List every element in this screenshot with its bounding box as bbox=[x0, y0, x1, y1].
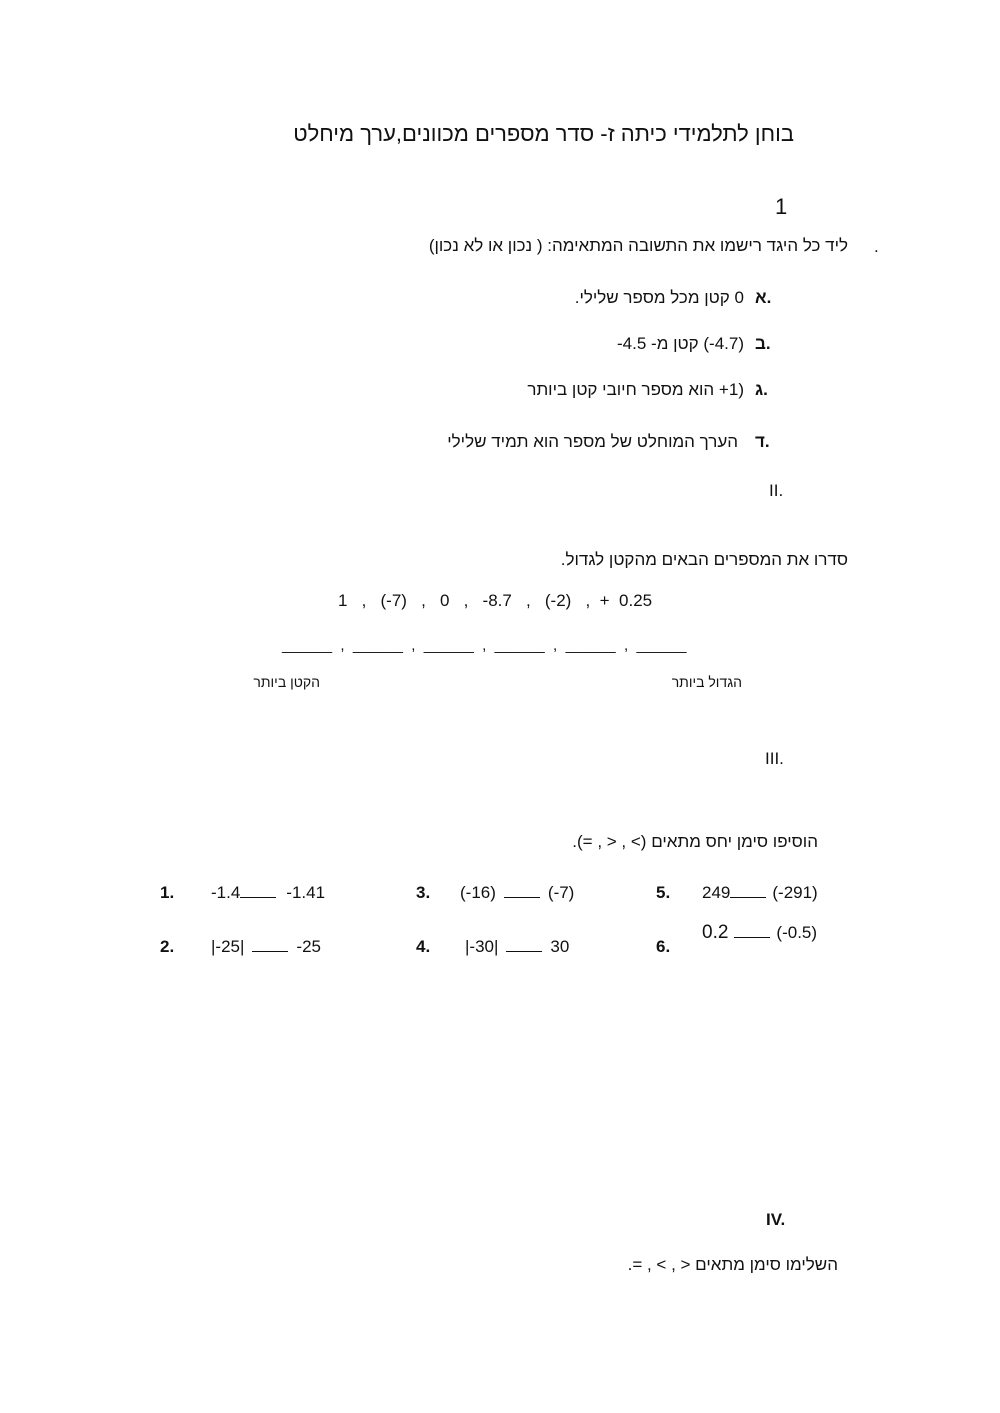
comparison-5-number: 5. bbox=[656, 883, 671, 902]
comparison-1 bbox=[211, 884, 325, 901]
comparison-6-number: 6. bbox=[656, 937, 671, 956]
comparison-2-number: 2. bbox=[160, 937, 175, 956]
numbers-to-sort: 1 , (-7) , 0 , -8.7 , (-2) , + 0.25 bbox=[338, 591, 653, 610]
comparison-2 bbox=[211, 938, 321, 955]
comparison-3-left: (-16) bbox=[460, 883, 496, 902]
section-4-instruction: השלימו סימן מתאים < , > , =. bbox=[627, 1255, 838, 1274]
comparison-4-right: 30 bbox=[550, 937, 570, 956]
section-1-bullet: . bbox=[874, 237, 879, 256]
smallest-label: הקטן ביותר bbox=[253, 674, 320, 690]
comparison-1-right: -1.41 bbox=[286, 883, 326, 902]
item-c-text: (1+ הוא מספר חיובי קטן ביותר bbox=[527, 380, 744, 399]
page-title: בוחן לתלמידי כיתה ז- סדר מספרים מכוונים,ערך מיחלט bbox=[293, 121, 794, 146]
section-1-number: 1 bbox=[775, 194, 788, 219]
comparison-6 bbox=[702, 923, 817, 942]
comparison-2-left: |-25| bbox=[211, 937, 245, 956]
item-b-text: (4.7-) קטן מ- 4.5- bbox=[617, 334, 744, 353]
comparison-5-right: (-291) bbox=[772, 883, 818, 902]
comparison-1-number: 1. bbox=[160, 883, 175, 902]
comparison-5-blank[interactable] bbox=[730, 896, 766, 898]
comparison-6-blank[interactable] bbox=[734, 936, 770, 938]
comparison-4-number: 4. bbox=[416, 937, 431, 956]
largest-label: הגדול ביותר bbox=[671, 674, 742, 690]
item-a-label: א. bbox=[755, 288, 772, 307]
section-3-number: III. bbox=[765, 749, 784, 768]
item-b-label: ב. bbox=[755, 334, 771, 353]
comparison-6-left: 0.2 bbox=[702, 922, 729, 943]
comparison-3-right: (-7) bbox=[547, 883, 575, 902]
comparison-1-left: -1.4 bbox=[211, 883, 241, 902]
section-3-instruction: הוסיפו סימן יחס מתאים (> , < , =). bbox=[572, 832, 818, 851]
comparison-5-left: 249 bbox=[702, 883, 731, 902]
comparison-4-blank[interactable] bbox=[506, 950, 542, 952]
comparison-3-number: 3. bbox=[416, 883, 431, 902]
section-2-number: II. bbox=[769, 481, 784, 500]
comparison-2-right: -25 bbox=[296, 937, 321, 956]
item-d-label: ד. bbox=[755, 432, 770, 451]
section-2-instruction: סדרו את המספרים הבאים מהקטן לגדול. bbox=[560, 550, 848, 569]
answer-blanks[interactable]: ______ , ______ , ______ , ______ , ______ , ______ bbox=[282, 637, 687, 654]
comparison-1-blank[interactable] bbox=[240, 896, 276, 898]
comparison-3-blank[interactable] bbox=[504, 896, 540, 898]
comparison-4 bbox=[465, 938, 569, 955]
comparison-3 bbox=[460, 884, 574, 901]
section-4-number: IV. bbox=[766, 1210, 786, 1229]
item-a-text: 0 קטן מכל מספר שלילי. bbox=[574, 288, 744, 307]
comparison-5 bbox=[702, 884, 818, 901]
item-c-label: ג. bbox=[755, 380, 768, 399]
item-d-text: הערך המוחלט של מספר הוא תמיד שלילי bbox=[447, 432, 738, 451]
comparison-6-right: (-0.5) bbox=[776, 923, 818, 942]
section-1-instruction: ליד כל היגד רישמו את התשובה המתאימה: ( נכון או לא נכון) bbox=[428, 236, 848, 255]
comparison-4-left: |-30| bbox=[465, 937, 499, 956]
comparison-2-blank[interactable] bbox=[252, 950, 288, 952]
